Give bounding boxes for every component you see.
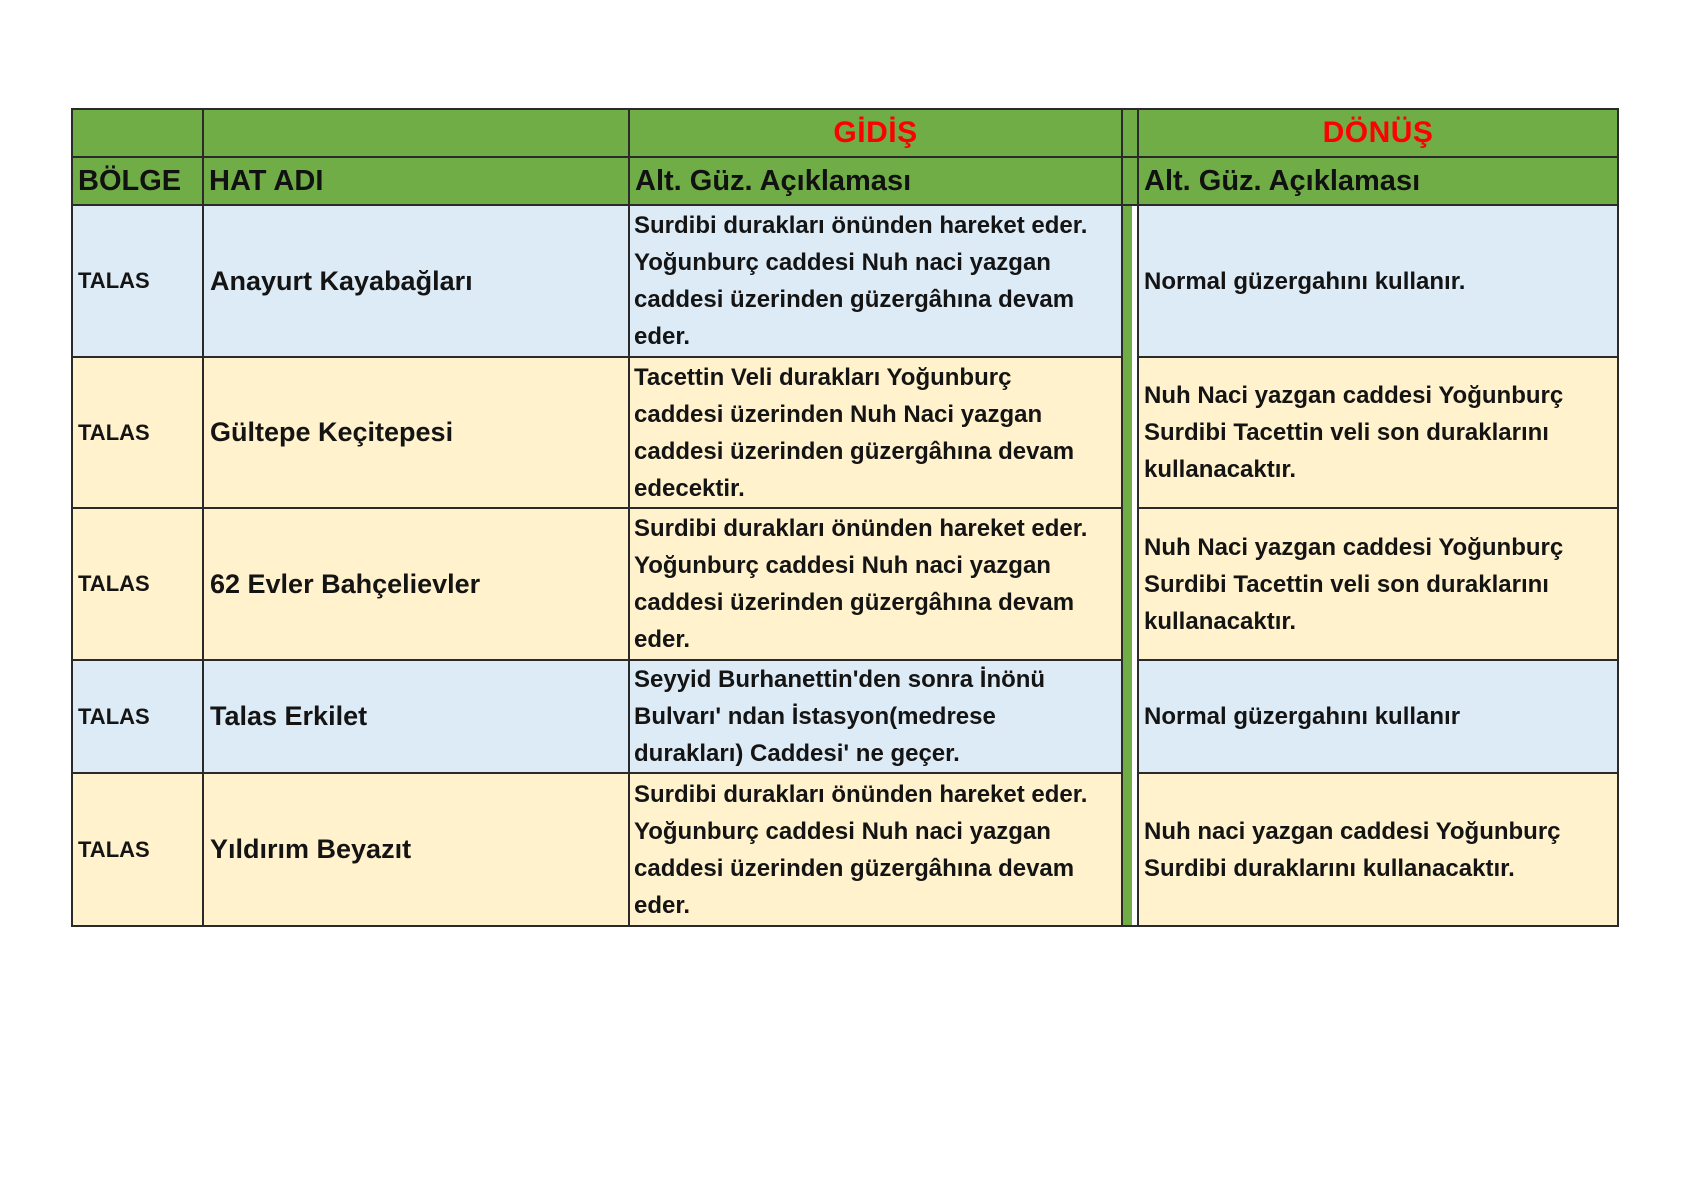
cell-gidis-description xyxy=(629,773,1122,926)
header-row-directions xyxy=(72,109,1618,157)
cell-bolge: TALAS xyxy=(72,773,203,926)
text-line: Bulvarı' ndan İstasyon(medrese xyxy=(634,703,996,730)
cell-gidis-description xyxy=(629,508,1122,660)
cell-gidis-description xyxy=(629,357,1122,508)
gidis-title: GİDİŞ xyxy=(629,109,1122,157)
route-change-table xyxy=(71,108,1619,927)
text-line: Surdibi durakları önünden hareket eder. xyxy=(634,515,1088,542)
hat-adi-header: HAT ADI xyxy=(203,157,629,205)
cell-donus-description xyxy=(1138,357,1618,508)
text-line: Surdibi durakları önünden hareket eder. xyxy=(634,212,1088,239)
column-separator xyxy=(1122,157,1138,205)
text-line: Nuh Naci yazgan caddesi Yoğunburç xyxy=(1144,533,1564,561)
cell-bolge: TALAS xyxy=(72,508,203,660)
cell-donus-description xyxy=(1138,205,1618,357)
text-line: caddesi üzerinden Nuh Naci yazgan xyxy=(634,400,1043,428)
text-line: Normal güzergahını kullanır. xyxy=(1144,267,1466,295)
text-line: Normal güzergahını kullanır xyxy=(1144,703,1461,730)
cell-hat-adi: Yıldırım Beyazıt xyxy=(203,773,629,926)
column-separator xyxy=(1122,205,1138,926)
header-row-columns xyxy=(72,157,1618,205)
cell-hat-adi: Talas Erkilet xyxy=(203,660,629,773)
cell-bolge: TALAS xyxy=(72,357,203,508)
text-line: kullanacaktır. xyxy=(1144,607,1297,635)
table-row xyxy=(72,357,1618,508)
table-row xyxy=(72,205,1618,357)
text-line: caddesi üzerinden güzergâhına devam xyxy=(634,437,1075,465)
text-line: Tacettin Veli durakları Yoğunburç xyxy=(634,363,1012,391)
text-line: Surdibi duraklarını kullanacaktır. xyxy=(1144,854,1515,882)
text-line: edecektir. xyxy=(634,474,745,502)
cell-gidis-description xyxy=(629,205,1122,357)
text-line: eder. xyxy=(634,323,691,350)
cell-bolge: TALAS xyxy=(72,205,203,357)
donus-description-header: Alt. Güz. Açıklaması xyxy=(1138,157,1618,205)
cell-hat-adi: Gültepe Keçitepesi xyxy=(203,357,629,508)
text-line: Surdibi Tacettin veli son duraklarını xyxy=(1144,570,1549,598)
text-line: kullanacaktır. xyxy=(1144,456,1297,483)
text-line: Yoğunburç caddesi Nuh naci yazgan xyxy=(634,552,1051,579)
column-separator xyxy=(1122,109,1138,157)
text-line: caddesi üzerinden güzergâhına devam xyxy=(634,589,1075,616)
cell-donus-description xyxy=(1138,508,1618,660)
header-empty-cell xyxy=(72,109,203,157)
text-line: durakları) Caddesi' ne geçer. xyxy=(634,740,960,767)
cell-hat-adi: Anayurt Kayabağları xyxy=(203,205,629,357)
text-line: eder. xyxy=(634,891,691,919)
cell-donus-description xyxy=(1138,773,1618,926)
table-row xyxy=(72,660,1618,773)
text-line: Seyyid Burhanettin'den sonra İnönü xyxy=(634,666,1046,693)
text-line: eder. xyxy=(634,626,691,653)
donus-title: DÖNÜŞ xyxy=(1138,109,1618,157)
bolge-header: BÖLGE xyxy=(72,157,203,205)
text-line: Surdibi durakları önünden hareket eder. xyxy=(634,780,1088,808)
text-line: caddesi üzerinden güzergâhına devam xyxy=(634,854,1075,882)
cell-donus-description xyxy=(1138,660,1618,773)
text-line: Yoğunburç caddesi Nuh naci yazgan xyxy=(634,817,1051,845)
cell-hat-adi: 62 Evler Bahçelievler xyxy=(203,508,629,660)
header-empty-cell xyxy=(203,109,629,157)
cell-bolge: TALAS xyxy=(72,660,203,773)
text-line: Nuh Naci yazgan caddesi Yoğunburç xyxy=(1144,382,1564,409)
text-line: Nuh naci yazgan caddesi Yoğunburç xyxy=(1144,817,1561,845)
table-row xyxy=(72,508,1618,660)
table-row xyxy=(72,773,1618,926)
text-line: caddesi üzerinden güzergâhına devam xyxy=(634,286,1075,313)
text-line: Yoğunburç caddesi Nuh naci yazgan xyxy=(634,249,1051,276)
gidis-description-header: Alt. Güz. Açıklaması xyxy=(629,157,1122,205)
cell-gidis-description xyxy=(629,660,1122,773)
text-line: Surdibi Tacettin veli son duraklarını xyxy=(1144,419,1549,446)
